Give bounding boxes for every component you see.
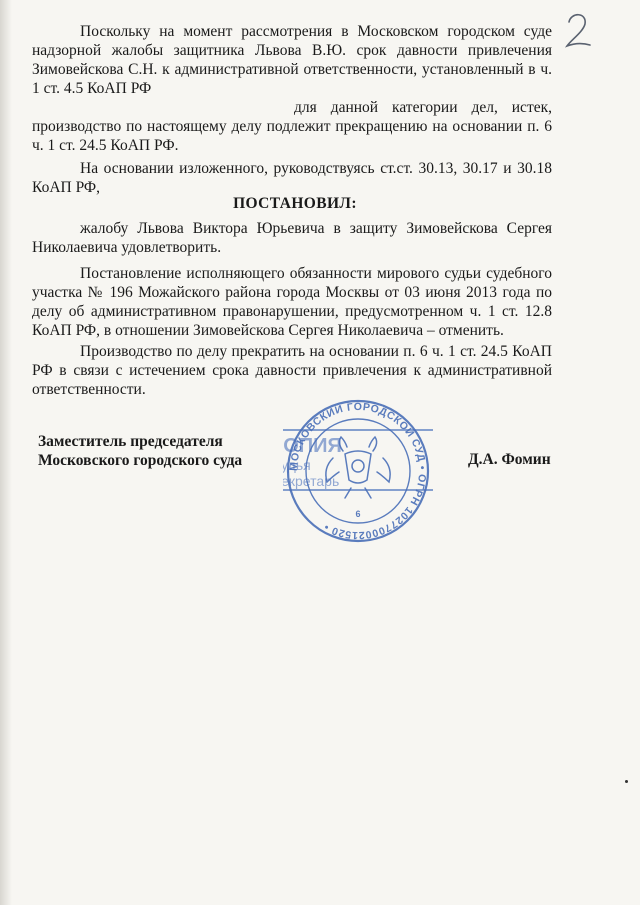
scan-edge [0, 0, 12, 905]
seal-center-number: 6 [355, 509, 361, 519]
ruling-heading: ПОСТАНОВИЛ: [233, 195, 357, 212]
paragraph-proceedings-terminated: Производство по делу прекратить на основании п. 6 ч. 1 ст. 24.5 КоАП РФ в связи с истечением срока давности привлечения к административной ответственности. [32, 343, 552, 398]
signatory-position: Заместитель председателя Московского городского суда [38, 433, 243, 469]
copy-stamp-judge-label: удья [283, 457, 311, 473]
court-seal-stamp [283, 396, 433, 551]
signatory-name: Д.А. Фомин [468, 451, 551, 468]
copy-stamp-title: ОПИЯ [283, 435, 342, 457]
paragraph-legal-basis: На основании изложенного, руководствуясь ст.ст. 30.13, 30.17 и 30.18 КоАП РФ, [32, 160, 552, 196]
paragraph-decision-annulled: Постановление исполняющего обязанности мирового судьи судебного участка № 196 Можайского района города Москвы от 03 июня 2013 года по делу об административном правонарушении, предусмотренном ч. 1 ст. 12.8 КоАП РФ, в отношении Зимовейскова Сергея Николаевича – отменить. [32, 265, 552, 339]
paragraph-statute-of-limitations: Поскольку на момент рассмотрения в Московском городском суде надзорной жалобы защитника Львова В.Ю. срок давности привлечения Зимовейскова С.Н. к административной ответственности, установленный в ч. 1 ст. 4.5 КоАП РФ для данной категории дел, истек, производство по настоящему делу подлежит прекращению на основании п. 6 ч. 1 ст. 24.5 КоАП РФ. [32, 23, 552, 154]
handwritten-page-number [563, 10, 593, 50]
seal-ring-text: МОСКОВСКИЙ ГОРОДСКОЙ СУД • ОГРН 1027700021520 • [287, 400, 429, 542]
copy-stamp-secretary-label: екретарь [283, 473, 340, 489]
paragraph-complaint-granted: жалобу Львова Виктора Юрьевича в защиту Зимовейскова Сергея Николаевича удовлетворить. [32, 220, 552, 256]
scan-speck [625, 780, 628, 783]
